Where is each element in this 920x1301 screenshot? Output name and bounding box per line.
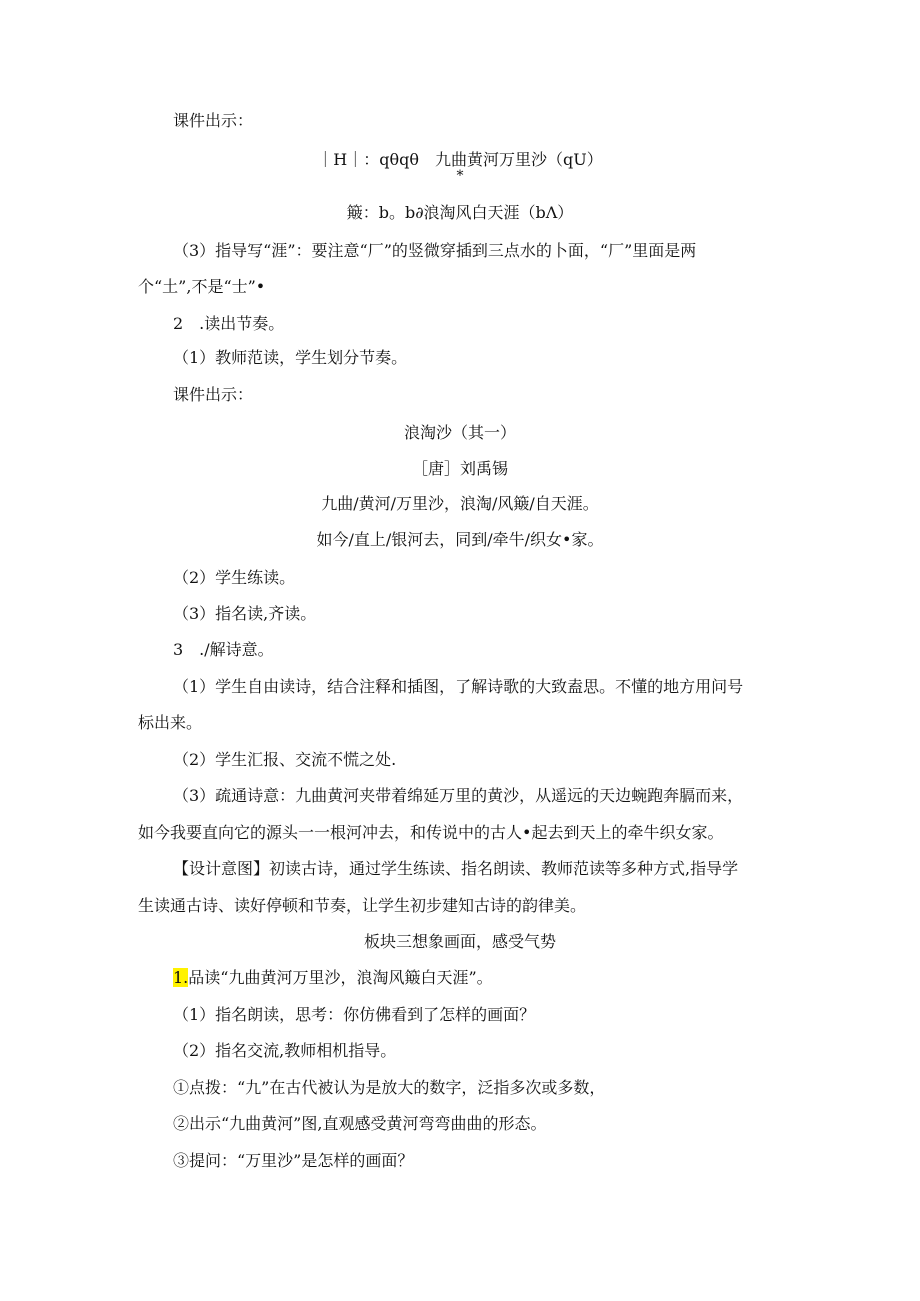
paragraph-line: ③提问：“万里沙”是怎样的画面？ (173, 1151, 414, 1170)
pinyin-line-2: 簸：b。b∂浪淘风白天涯（bΛ） (346, 203, 574, 222)
poem-line-1: 九曲/黄河/万里沙，浪淘/风簸/自天涯。 (321, 494, 599, 513)
paragraph-line: （2）学生练读。 (173, 568, 296, 587)
paragraph-line: （1）教师范读，学生划分节奏。 (173, 348, 408, 367)
highlighted-number: 1. (173, 968, 189, 987)
paragraph-line: ②出示“九曲黄河”图,直观感受黄河弯弯曲曲的形态。 (173, 1114, 547, 1133)
paragraph-line: 标出来。 (138, 713, 203, 732)
section-heading-3: 3 ./解诗意。 (173, 640, 274, 659)
paragraph-line: （1）学生自由读诗，结合注释和插图，了解诗歌的大致盍思。不懂的地方用问号 (173, 677, 744, 696)
section-heading-2: 2 .读出节奏。 (173, 314, 285, 333)
paragraph-line: 个“土”,不是“士”• (138, 277, 266, 296)
paragraph-line: （1）指名朗读，思考：你仿佛看到了怎样的画面？ (173, 1005, 536, 1024)
asterisk-mark: * (456, 168, 464, 184)
design-intent-paragraph: 生读通古诗、读好停顿和节奏，让学生初步建知古诗的韵律美。 (138, 896, 587, 915)
design-intent-paragraph: 【设计意图】初读古诗，通过学生练读、指名朗读、教师范读等多种方式,指导学 (173, 859, 739, 878)
pinyin-line-1: ｜H｜：qθqθ 九曲黄河万里沙（qU） (317, 150, 603, 169)
poem-line-2: 如今/直上/银河去，同到/牵牛/织女•家。 (316, 530, 604, 549)
paragraph-line: 如今我要直向它的源头一一根河冲去，和传说中的古人•起去到天上的牵牛织女家。 (138, 823, 724, 842)
poem-author: ［唐］刘禹锡 (411, 459, 508, 478)
paragraph-line: ①点拨：“九”在古代被认为是放大的数字，泛指多次或多数， (173, 1078, 606, 1097)
list-item (173, 968, 493, 988)
list-item-text: 品读“九曲黄河万里沙，浪淘风簸白天涯”。 (188, 968, 493, 987)
section-block-heading: 板块三想象画面，感受气势 (363, 932, 556, 951)
paragraph-line: （3）指名读,齐读。 (173, 604, 317, 623)
paragraph-line: （3）疏通诗意：九曲黄河夹带着绵延万里的黄沙，从遥远的天边蜿跑奔膈而来， (173, 786, 744, 805)
courseware-label: 课件出示： (173, 385, 254, 404)
paragraph-line: （2）指名交流,教师相机指导。 (173, 1041, 397, 1060)
paragraph-line: （2）学生汇报、交流不慌之处. (173, 750, 397, 769)
poem-title: 浪淘沙（其一） (403, 423, 516, 442)
paragraph-line: （3）指导写“涯”：要注意“厂”的竖微穿插到三点水的卜面，“厂”里面是两 (173, 241, 697, 260)
courseware-label: 课件出示： (173, 111, 254, 130)
